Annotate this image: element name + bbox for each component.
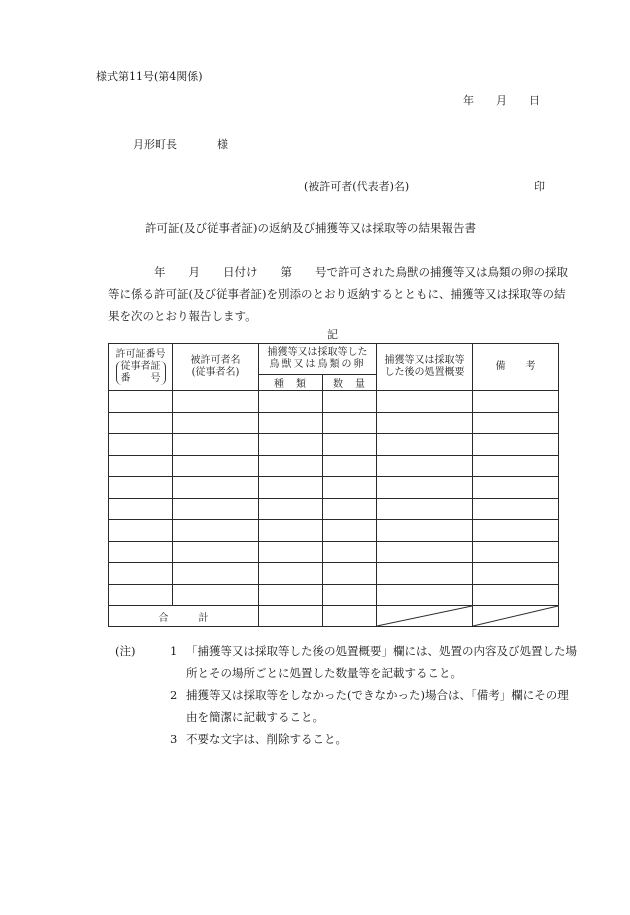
remarks-cell[interactable] <box>473 412 559 434</box>
results-table <box>108 343 559 627</box>
addressee-honorific: 様 <box>217 138 228 151</box>
permittee-name-cell[interactable] <box>173 563 259 585</box>
header-disposal-summary-line2: した後の処置概要 <box>384 367 465 378</box>
header-permit-number-line3: 番 号 <box>120 373 161 384</box>
header-permit-number-line1: 許可証番号 <box>115 349 166 360</box>
table-row <box>109 434 559 456</box>
header-permit-number-line2: 従事者証 <box>120 361 161 372</box>
document-title: 許可証(及び従事者証)の返納及び捕獲等又は採取等の結果報告書 <box>145 221 476 235</box>
notes-section <box>115 640 577 750</box>
header-permittee-name-line2: (従事者名) <box>191 367 240 378</box>
seal-mark: 印 <box>534 180 545 193</box>
quantity-cell[interactable] <box>323 412 377 434</box>
permittee-name-cell[interactable] <box>173 520 259 542</box>
species-cell[interactable] <box>259 563 323 585</box>
header-disposal-summary <box>377 344 473 391</box>
permittee-name-cell[interactable] <box>173 412 259 434</box>
quantity-cell[interactable] <box>323 477 377 499</box>
quantity-cell[interactable] <box>323 391 377 413</box>
disposal-summary-cell[interactable] <box>377 498 473 520</box>
diagonal-line-icon <box>473 606 558 626</box>
disposal-summary-cell[interactable] <box>377 391 473 413</box>
species-cell[interactable] <box>259 541 323 563</box>
total-species-cell[interactable] <box>259 606 323 627</box>
table-header-row <box>109 344 559 375</box>
note-number: 3 <box>170 732 178 746</box>
date-line <box>463 92 540 108</box>
permit-number-cell[interactable] <box>109 412 173 434</box>
note-indent <box>115 728 170 750</box>
header-captured-items <box>259 344 377 375</box>
note-text: 捕獲等又は採取等をしなかった(できなかった)場合は、「備考」欄にその理由を簡潔に記載すること。 <box>186 688 569 724</box>
form-number: 様式第11号(第4関係) <box>96 70 203 83</box>
permit-number-cell[interactable] <box>109 584 173 606</box>
remarks-cell[interactable] <box>473 498 559 520</box>
disposal-summary-cell[interactable] <box>377 520 473 542</box>
disposal-summary-cell[interactable] <box>377 584 473 606</box>
header-species: 種 類 <box>259 375 323 391</box>
table-row <box>109 584 559 606</box>
species-cell[interactable] <box>259 477 323 499</box>
date-day: 日 <box>529 94 540 107</box>
species-cell[interactable] <box>259 434 323 456</box>
permit-number-cell[interactable] <box>109 477 173 499</box>
quantity-cell[interactable] <box>323 434 377 456</box>
header-captured-items-line2: 鳥獣又は鳥類の卵 <box>269 359 366 370</box>
species-cell[interactable] <box>259 498 323 520</box>
remarks-cell[interactable] <box>473 391 559 413</box>
header-remarks: 備 考 <box>473 344 559 391</box>
species-cell[interactable] <box>259 520 323 542</box>
permittee-name-cell[interactable] <box>173 584 259 606</box>
species-cell[interactable] <box>259 391 323 413</box>
permittee-name-cell[interactable] <box>173 455 259 477</box>
table-row <box>109 563 559 585</box>
permit-number-cell[interactable] <box>109 563 173 585</box>
header-permit-number <box>109 344 173 391</box>
date-month: 月 <box>496 94 507 107</box>
header-permit-number-bracket <box>116 361 166 385</box>
permittee-label: (被許可者(代表者)名) <box>304 180 410 193</box>
note-number: 1 <box>170 644 178 658</box>
species-cell[interactable] <box>259 455 323 477</box>
total-disposal-diagonal <box>377 606 473 627</box>
header-permittee-name <box>173 344 259 391</box>
note-number: 2 <box>170 688 178 702</box>
remarks-cell[interactable] <box>473 455 559 477</box>
permit-number-cell[interactable] <box>109 520 173 542</box>
remarks-cell[interactable] <box>473 541 559 563</box>
table-row <box>109 412 559 434</box>
quantity-cell[interactable] <box>323 498 377 520</box>
permit-number-cell[interactable] <box>109 391 173 413</box>
remarks-cell[interactable] <box>473 520 559 542</box>
note-text: 不要な文字は、削除すること。 <box>186 732 347 746</box>
remarks-cell[interactable] <box>473 477 559 499</box>
addressee <box>133 136 228 152</box>
note-indent <box>115 684 170 728</box>
header-captured-items-line1: 捕獲等又は採取等した <box>267 347 368 358</box>
header-disposal-summary-line1: 捕獲等又は採取等 <box>384 355 465 366</box>
body-paragraph: 年 月 日付け 第 号で許可された鳥獣の捕獲等又は鳥類の卵の採取等に係る許可証(及び従事者証)を別添のとおり返納するとともに、捕獲等又は採取等の結果を次のとおり報告します。 <box>108 265 568 323</box>
diagonal-line-icon <box>377 606 472 626</box>
disposal-summary-cell[interactable] <box>377 477 473 499</box>
disposal-summary-cell[interactable] <box>377 455 473 477</box>
quantity-cell[interactable] <box>323 584 377 606</box>
permittee-name-cell[interactable] <box>173 477 259 499</box>
permit-number-cell[interactable] <box>109 434 173 456</box>
remarks-cell[interactable] <box>473 434 559 456</box>
quantity-cell[interactable] <box>323 455 377 477</box>
ki-heading: 記 <box>327 328 338 341</box>
disposal-summary-cell[interactable] <box>377 563 473 585</box>
note-text: 「捕獲等又は採取等した後の処置概要」欄には、処置の内容及び処置した場所とその場所ごとに処置した数量等を記載すること。 <box>186 644 577 680</box>
remarks-cell[interactable] <box>473 563 559 585</box>
species-cell[interactable] <box>259 412 323 434</box>
table-row <box>109 541 559 563</box>
remarks-cell[interactable] <box>473 584 559 606</box>
permittee-name-cell[interactable] <box>173 391 259 413</box>
note-item <box>115 640 577 684</box>
notes-lead: (注) <box>115 644 136 658</box>
table-row <box>109 477 559 499</box>
total-remarks-diagonal <box>473 606 559 627</box>
table-row <box>109 498 559 520</box>
permittee-name-cell[interactable] <box>173 541 259 563</box>
header-permittee-name-line1: 被許可者名 <box>190 355 241 366</box>
table-body <box>109 391 559 606</box>
total-quantity-cell[interactable] <box>323 606 377 627</box>
table-row <box>109 455 559 477</box>
permit-number-cell[interactable] <box>109 455 173 477</box>
note-item <box>115 728 577 750</box>
addressee-name: 月形町長 <box>133 138 177 151</box>
disposal-summary-cell[interactable] <box>377 412 473 434</box>
note-item <box>115 684 577 728</box>
permittee-name-cell[interactable] <box>173 434 259 456</box>
table-row <box>109 520 559 542</box>
header-quantity: 数 量 <box>323 375 377 391</box>
species-cell[interactable] <box>259 584 323 606</box>
total-label: 合 計 <box>109 606 259 627</box>
quantity-cell[interactable] <box>323 563 377 585</box>
table-row <box>109 391 559 413</box>
quantity-cell[interactable] <box>323 520 377 542</box>
disposal-summary-cell[interactable] <box>377 541 473 563</box>
disposal-summary-cell[interactable] <box>377 434 473 456</box>
permittee-name-cell[interactable] <box>173 498 259 520</box>
date-year: 年 <box>463 94 474 107</box>
table-total-row <box>109 606 559 627</box>
permit-number-cell[interactable] <box>109 541 173 563</box>
permit-number-cell[interactable] <box>109 498 173 520</box>
quantity-cell[interactable] <box>323 541 377 563</box>
